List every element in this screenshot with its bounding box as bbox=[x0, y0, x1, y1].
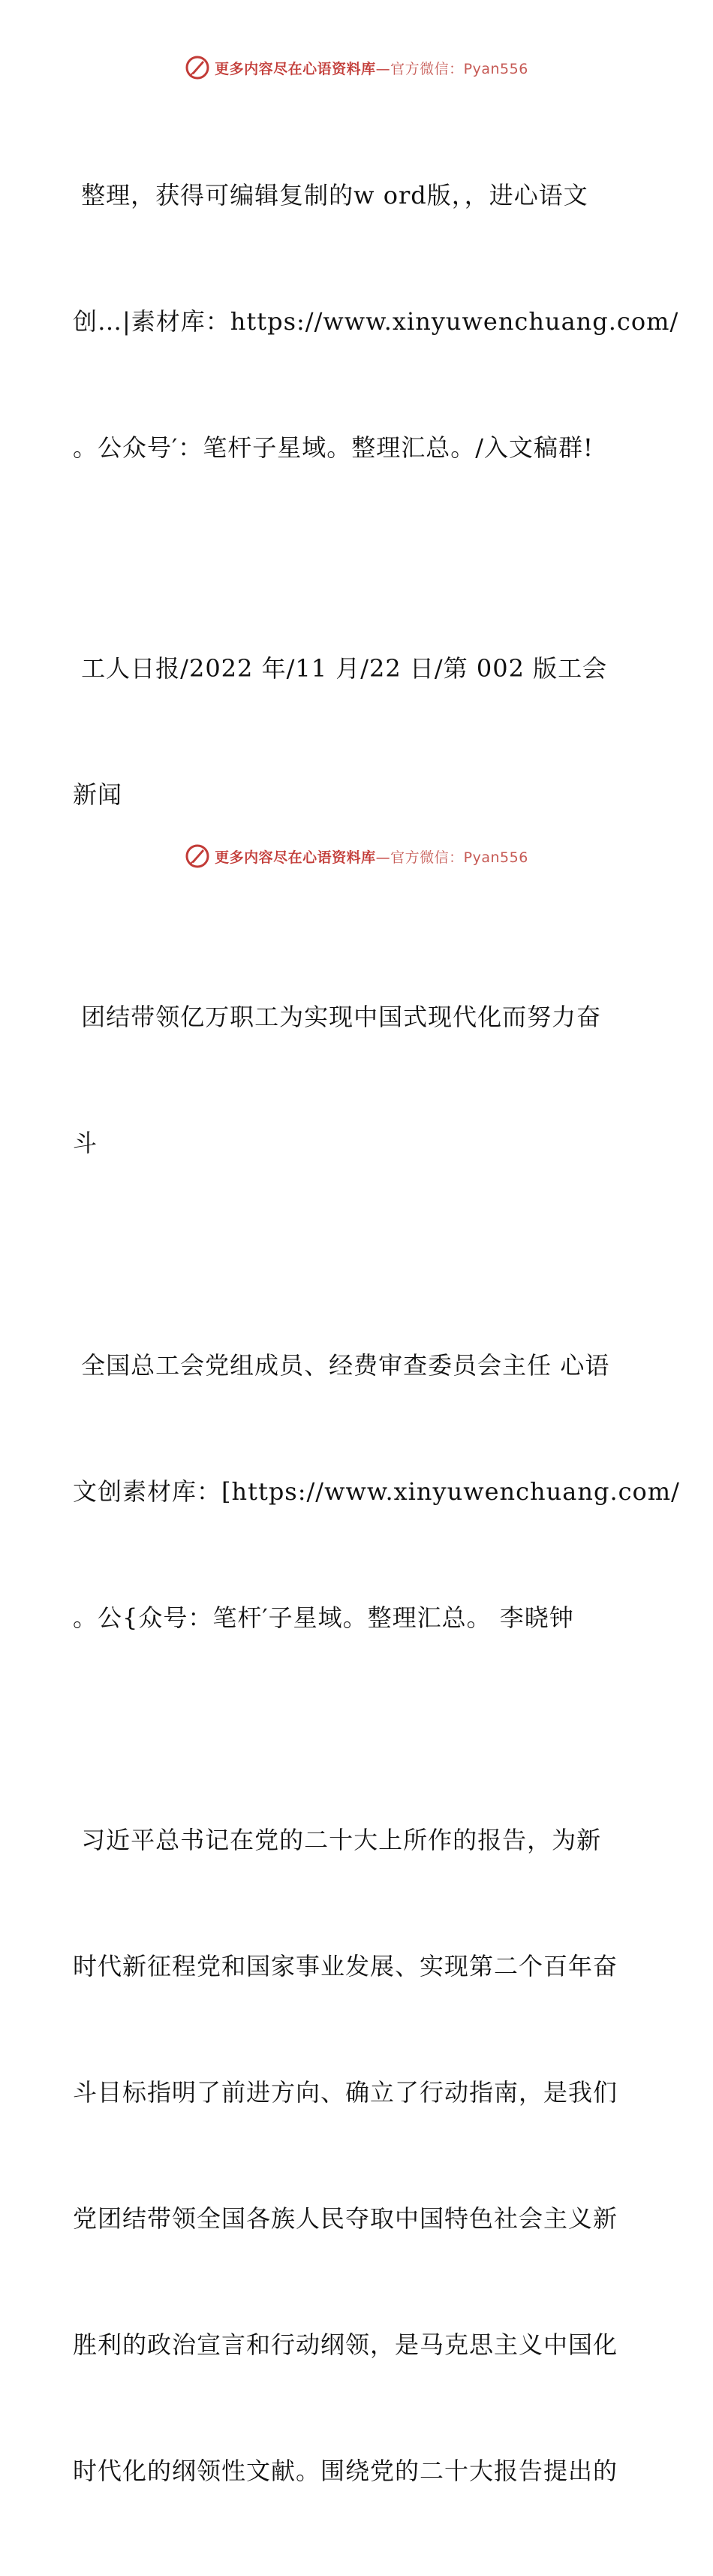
text-line: 整理，获得可编辑复制的w ord版，，进心语文 bbox=[73, 181, 588, 210]
footer-banner bbox=[0, 841, 713, 871]
footer-banner-contact: 官方微信：Pyan556 bbox=[390, 849, 528, 866]
text-line: 全国总工会党组成员、经费审查委员会主任 心语 bbox=[73, 1351, 610, 1380]
text-line: 党团结带领全国各族人民夺取中国特色社会主义新 bbox=[73, 2204, 618, 2233]
header-banner-title: 更多内容尽在心语资料库 bbox=[215, 60, 376, 77]
text-line: 。公{众号：笔杆′子星域。整理汇总。 李晓钟 bbox=[73, 1603, 574, 1632]
paragraph-headline bbox=[73, 912, 643, 1248]
text-line: 文创素材库：[https://www.xinyuwenchuang.com/ bbox=[73, 1477, 680, 1506]
document-body bbox=[73, 90, 680, 2576]
text-line: 工人日报/2022 年/11 月/22 日/第 002 版工会 bbox=[73, 654, 608, 683]
footer-banner-title: 更多内容尽在心语资料库 bbox=[215, 849, 376, 866]
text-line: 团结带领亿万职工为实现中国式现代化而努力奋 bbox=[73, 1003, 602, 1031]
paragraph-author bbox=[73, 1260, 680, 1723]
text-line: 习近平总书记在党的二十大上所作的报告，为新 bbox=[73, 1826, 602, 1854]
footer-banner-text bbox=[215, 846, 528, 867]
footer-banner-separator: — bbox=[375, 849, 391, 866]
text-line: 创…|素材库：https://www.xinyuwenchuang.com/ bbox=[73, 307, 679, 336]
header-banner-text bbox=[215, 58, 528, 78]
text-line: 时代新征程党和国家事业发展、实现第二个百年奋 bbox=[73, 1952, 618, 1980]
paragraph-body bbox=[73, 1735, 643, 2576]
header-banner bbox=[0, 53, 713, 83]
quill-logo-icon bbox=[185, 843, 210, 869]
text-line: 斗 bbox=[73, 1129, 98, 1157]
quill-logo-icon bbox=[185, 55, 210, 80]
header-banner-separator: — bbox=[375, 60, 391, 77]
header-banner-contact: 官方微信：Pyan556 bbox=[390, 60, 528, 77]
text-line: 新闻 bbox=[73, 780, 123, 809]
text-line: 时代化的纲领性文献。围绕党的二十大报告提出的 bbox=[73, 2457, 618, 2485]
text-line: 胜利的政治宣言和行动纲领，是马克思主义中国化 bbox=[73, 2330, 618, 2359]
paragraph-intro bbox=[73, 90, 679, 553]
text-line: 斗目标指明了前进方向、确立了行动指南，是我们 bbox=[73, 2078, 618, 2107]
text-line: 。公众号′：笔杆子星域。整理汇总。/入文稿群! bbox=[73, 433, 594, 462]
